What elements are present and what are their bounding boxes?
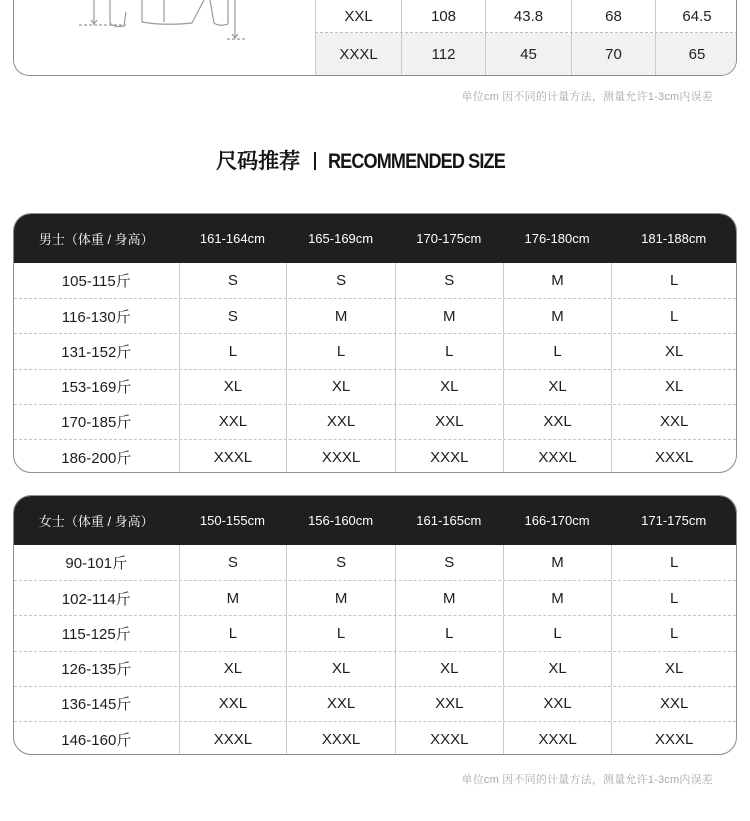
size-cell: XL xyxy=(611,334,736,368)
size-cell: L xyxy=(395,616,503,650)
size-cell: S xyxy=(286,263,395,298)
men-size-recommendation-table xyxy=(13,213,737,473)
title-divider xyxy=(314,152,316,170)
size-cell: XL xyxy=(179,652,287,686)
size-cell: XL xyxy=(179,370,287,404)
size-cell: XXXL xyxy=(395,440,503,473)
table-row xyxy=(14,439,736,473)
size-cell: L xyxy=(611,263,736,298)
size-cell: L xyxy=(179,616,287,650)
size-cell: M xyxy=(286,299,395,333)
table-body xyxy=(14,263,736,473)
table-cell: 112 xyxy=(401,33,485,76)
size-cell: XL xyxy=(395,652,503,686)
table-row xyxy=(14,686,736,721)
table-row xyxy=(14,721,736,755)
table-row xyxy=(14,545,736,580)
size-cell: XL xyxy=(503,370,612,404)
weight-cell: 131-152斤 xyxy=(61,343,132,361)
size-cell: XXL xyxy=(611,687,736,721)
size-cell: L xyxy=(286,616,395,650)
table-cell: 43.8 xyxy=(485,0,571,32)
table-cell: 70 xyxy=(571,33,655,76)
size-cell: S xyxy=(179,263,287,298)
table-cell: XXXL xyxy=(315,33,401,76)
size-cell: L xyxy=(179,334,287,368)
size-cell: M xyxy=(286,581,395,615)
weight-cell: 90-101斤 xyxy=(65,555,128,573)
size-cell: XXXL xyxy=(503,722,612,755)
size-cell: XXL xyxy=(503,687,612,721)
table-cell: 65 xyxy=(655,33,737,76)
table-row xyxy=(14,263,736,298)
measurement-note: 单位cm 因不同的计量方法，测量允许1-3cm内误差 xyxy=(461,91,713,103)
table-row xyxy=(14,615,736,650)
size-cell: M xyxy=(503,299,612,333)
weight-cell: 116-130斤 xyxy=(61,308,131,326)
size-cell: XXL xyxy=(395,405,503,439)
size-chart-grid xyxy=(315,0,737,76)
size-cell: XXXL xyxy=(611,722,736,755)
size-cell: XXXL xyxy=(286,722,395,755)
table-row xyxy=(14,333,736,368)
size-cell: L xyxy=(503,616,612,650)
weight-cell: 105-115斤 xyxy=(61,273,131,291)
header-cell: 150-155cm xyxy=(199,513,265,528)
table-row xyxy=(14,404,736,439)
table-row xyxy=(315,33,737,76)
size-cell: XXL xyxy=(611,405,736,439)
size-cell: XXL xyxy=(179,405,287,439)
table-row xyxy=(14,651,736,686)
table-cell: 45 xyxy=(485,33,571,76)
section-title xyxy=(0,145,750,175)
size-cell: XL xyxy=(395,370,503,404)
weight-cell: 115-125斤 xyxy=(61,625,131,643)
header-cell: 161-164cm xyxy=(199,231,265,246)
header-cell: 男士（体重 / 身高） xyxy=(38,232,154,247)
header-cell: 161-165cm xyxy=(416,513,482,528)
size-cell: XL xyxy=(286,652,395,686)
weight-cell: 136-145斤 xyxy=(61,696,132,714)
size-cell: XXXL xyxy=(179,440,287,473)
size-cell: XXXL xyxy=(611,440,736,473)
size-cell: XL xyxy=(286,370,395,404)
size-cell: S xyxy=(179,545,287,580)
table-cell: 68 xyxy=(571,0,655,32)
size-cell: L xyxy=(395,334,503,368)
header-cell: 176-180cm xyxy=(524,231,590,246)
header-cell: 171-175cm xyxy=(641,513,707,528)
weight-cell: 146-160斤 xyxy=(61,731,132,749)
size-cell: S xyxy=(395,263,503,298)
header-cell: 170-175cm xyxy=(416,231,482,246)
size-chart-table xyxy=(13,0,737,76)
table-cell: 108 xyxy=(401,0,485,32)
size-cell: M xyxy=(395,581,503,615)
size-cell: XXXL xyxy=(286,440,395,473)
size-cell: M xyxy=(503,545,612,580)
size-cell: XXL xyxy=(179,687,287,721)
size-cell: XXL xyxy=(503,405,612,439)
table-row xyxy=(14,369,736,404)
table-row xyxy=(14,580,736,615)
size-cell: S xyxy=(179,299,287,333)
size-cell: XL xyxy=(503,652,612,686)
table-row xyxy=(315,0,737,33)
size-cell: L xyxy=(503,334,612,368)
size-cell: L xyxy=(611,545,736,580)
table-header xyxy=(14,496,736,545)
size-cell: M xyxy=(503,263,612,298)
size-cell: XXL xyxy=(286,405,395,439)
size-cell: L xyxy=(611,299,736,333)
size-cell: XL xyxy=(611,370,736,404)
size-cell: M xyxy=(503,581,612,615)
size-cell: S xyxy=(286,545,395,580)
size-cell: L xyxy=(611,581,736,615)
size-cell: XXL xyxy=(286,687,395,721)
section-title-zh: 尺码推荐 xyxy=(216,150,301,173)
header-cell: 女士（体重 / 身高） xyxy=(38,514,154,529)
size-cell: M xyxy=(395,299,503,333)
jacket-outline-icon xyxy=(14,0,315,76)
size-cell: L xyxy=(611,616,736,650)
measurement-note: 单位cm 因不同的计量方法，测量允许1-3cm内误差 xyxy=(461,774,713,786)
header-cell: 181-188cm xyxy=(641,231,707,246)
weight-cell: 102-114斤 xyxy=(61,590,131,608)
women-size-recommendation-table xyxy=(13,495,737,755)
size-cell: XL xyxy=(611,652,736,686)
table-body xyxy=(14,545,736,755)
size-cell: XXXL xyxy=(395,722,503,755)
section-title-en: RECOMMENDED SIZE xyxy=(328,150,506,173)
size-cell: S xyxy=(395,545,503,580)
header-cell: 165-169cm xyxy=(308,231,374,246)
table-row xyxy=(14,298,736,333)
size-cell: M xyxy=(179,581,287,615)
size-cell: L xyxy=(286,334,395,368)
weight-cell: 153-169斤 xyxy=(61,379,132,397)
header-cell: 166-170cm xyxy=(524,513,590,528)
size-cell: XXXL xyxy=(503,440,612,473)
table-cell: 64.5 xyxy=(655,0,737,32)
table-cell: XXL xyxy=(315,0,401,32)
weight-cell: 186-200斤 xyxy=(61,449,132,467)
size-cell: XXL xyxy=(395,687,503,721)
size-cell: XXXL xyxy=(179,722,287,755)
header-cell: 156-160cm xyxy=(308,513,374,528)
weight-cell: 170-185斤 xyxy=(61,414,132,432)
table-header xyxy=(14,214,736,263)
weight-cell: 126-135斤 xyxy=(61,661,132,679)
